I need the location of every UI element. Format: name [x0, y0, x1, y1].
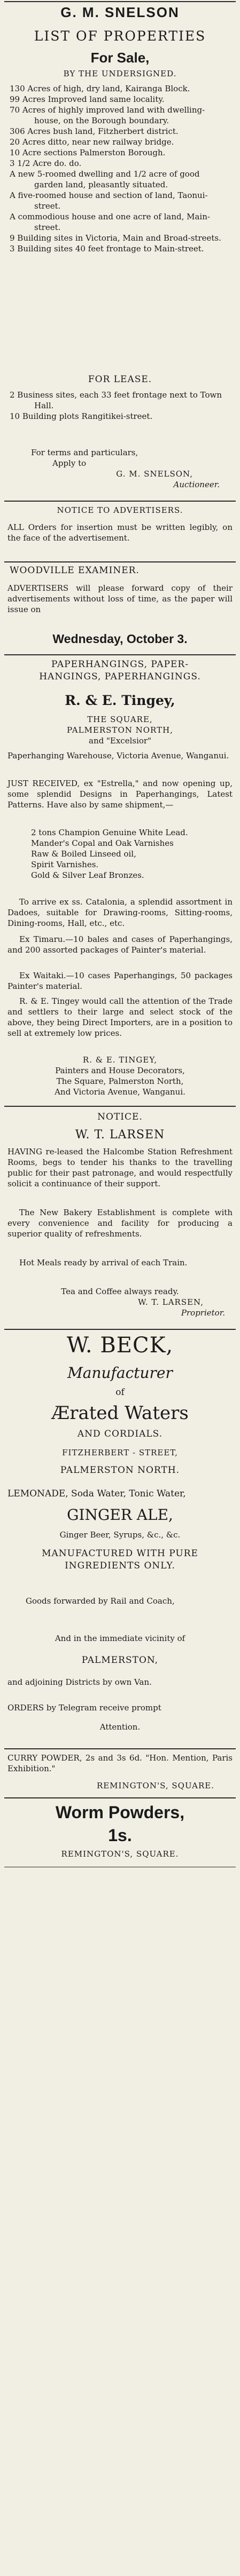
worm-title: Worm Powders,: [55, 1803, 185, 1822]
property-item: 3 Building sites 40 feet frontage to Main-street.: [10, 244, 204, 253]
notice-advertisers-heading: NOTICE TO ADVERTISERS.: [57, 505, 183, 515]
larsen-hot-meals: Hot Meals ready by arrival of each Train.: [19, 1258, 188, 1267]
stock-item: Raw & Boiled Linseed oil,: [31, 849, 136, 859]
tingey-just-received: JUST RECEIVED, ex "Estrella," and now opening up, some splendid Designs in Paperhangings, Latest Patterns. Have also by same shipment,—: [7, 779, 233, 810]
beck-adjoining: and adjoining Districts by own Van.: [7, 1677, 152, 1687]
tingey-town: PALMERSTON NORTH,: [67, 725, 173, 735]
property-item: 9 Building sites in Victoria, Main and Broad-streets.: [10, 233, 221, 243]
beck-ginger-ale: GINGER ALE,: [67, 1506, 173, 1524]
stock-item: Gold & Silver Leaf Bronzes.: [31, 870, 144, 880]
property-item: 3 1/2 Acre do. do.: [10, 158, 82, 168]
terms-line: For terms and particulars,: [31, 448, 138, 457]
paperhangings-heading-1: PAPERHANGINGS, PAPER-: [51, 659, 189, 670]
tingey-sign-firm: R. & E. TINGEY,: [82, 1055, 158, 1065]
beck-aerated-waters: Ærated Waters: [51, 1402, 189, 1424]
larsen-bakery: The New Bakery Establishment is complete with every convenience and facility for producing a superior quality of refreshments.: [7, 1208, 233, 1239]
auctioneer-line: Auctioneer.: [173, 480, 220, 489]
larsen-proprietor: Proprietor.: [181, 1308, 225, 1318]
for-sale-heading: For Sale,: [90, 50, 150, 66]
for-lease-heading: FOR LEASE.: [88, 374, 152, 385]
lease-item: 2 Business sites, each 33 feet frontage next to Town Hall.: [10, 390, 222, 410]
larsen-tea: Tea and Coffee always ready.: [61, 1287, 179, 1296]
larsen-sign: W. T. LARSEN,: [138, 1297, 204, 1307]
beck-of: of: [115, 1387, 125, 1398]
worm-sign: REMINGTON'S, SQUARE.: [61, 1849, 179, 1859]
worm-price: 1s.: [108, 1826, 132, 1845]
snelson-name: G. M. SNELSON: [60, 4, 180, 20]
tingey-timaru: Ex Timaru.—10 bales and cases of Paperhangings, and 200 assorted packages of Painter's material.: [7, 934, 233, 955]
property-item: 99 Acres Improved land same locality.: [10, 94, 165, 104]
property-item: 306 Acres bush land, Fitzherbert district.: [10, 126, 179, 136]
beck-cordials: AND CORDIALS.: [77, 1429, 163, 1439]
beck-name: W. BECK,: [66, 1333, 174, 1358]
tingey-waitaki: Ex Waitaki.—10 cases Paperhangings, 50 packages Painter's material.: [7, 971, 233, 991]
notice-advertisers-body: ALL Orders for insertion must be written legibly, on the face of the advertisement.: [7, 522, 233, 543]
tingey-call-attention: R. & E. Tingey would call the attention of the Trade and settlers to their large and select stock of the above, they being Direct Importers, are in a position to sell at extremely low prices.: [7, 996, 233, 1038]
property-item: 20 Acres ditto, near new railway bridge.: [10, 137, 174, 147]
tingey-square: THE SQUARE,: [87, 715, 153, 724]
beck-orders: ORDERS by Telegram receive prompt: [7, 1703, 161, 1713]
property-item: 130 Acres of high, dry land, Kairanga Block.: [10, 84, 190, 93]
beck-products: LEMONADE, Soda Water, Tonic Water,: [7, 1488, 186, 1499]
stock-item: Spirit Varnishes.: [31, 860, 99, 869]
beck-pure-1: MANUFACTURED WITH PURE: [42, 1548, 198, 1559]
paperhangings-heading-2: HANGINGS, PAPERHANGINGS.: [39, 671, 201, 682]
woodville-heading: WOODVILLE EXAMINER.: [10, 565, 140, 576]
tingey-sign-addr-1: The Square, Palmerston North,: [56, 1076, 184, 1086]
beck-street: FITZHERBERT - STREET,: [62, 1448, 178, 1457]
apply-name: G. M. SNELSON,: [116, 469, 193, 479]
tingey-excelsior: and "Excelsior": [89, 736, 151, 746]
larsen-body: HAVING re-leased the Halcombe Station Refreshment Rooms, begs to tender his thanks to the travelling public for their past patronage, and would respectfully solicit a continuance of their support.: [7, 1147, 233, 1188]
property-item: 70 Acres of highly improved land with dwelling-house, on the Borough boundary.: [10, 105, 205, 125]
woodville-body: ADVERTISERS will please forward copy of their advertisements without loss of time, as the paper will issue on: [7, 583, 233, 614]
larsen-name: W. T. LARSEN: [75, 1128, 165, 1142]
property-item: A new 5-roomed dwelling and 1/2 acre of good garden land, pleasantly situated.: [10, 169, 200, 189]
beck-vicinity: And in the immediate vicinity of: [55, 1634, 185, 1643]
tingey-sign-role: Painters and House Decorators,: [55, 1066, 185, 1075]
stock-item: 2 tons Champion Genuine White Lead.: [31, 828, 188, 837]
apply-line: Apply to: [52, 458, 87, 468]
property-item: 10 Acre sections Palmerston Borough.: [10, 148, 166, 157]
curry-body: CURRY POWDER, 2s and 3s 6d. "Hon. Mention, Paris Exhibition.": [7, 1753, 233, 1773]
tingey-arrive: To arrive ex ss. Catalonia, a splendid assortment in Dadoes, suitable for Drawing-rooms, Sitting-rooms, Dining-rooms, Hall, etc., etc.: [7, 897, 233, 928]
property-item: A commodious house and one acre of land, Main-street.: [10, 212, 210, 232]
tingey-sign-addr-2: And Victoria Avenue, Wanganui.: [55, 1087, 185, 1097]
property-item: A five-roomed house and section of land, Taonui-street.: [10, 191, 208, 211]
woodville-date: Wednesday, October 3.: [52, 632, 188, 646]
beck-palmerston: PALMERSTON,: [81, 1655, 159, 1666]
beck-goods: Goods forwarded by Rail and Coach,: [26, 1596, 175, 1606]
tingey-firm-name: R. & E. Tingey,: [65, 693, 175, 708]
tingey-warehouse: Paperhanging Warehouse, Victoria Avenue, Wanganui.: [7, 751, 229, 760]
curry-sign: REMINGTON'S, SQUARE.: [96, 1781, 214, 1790]
beck-town: PALMERSTON NORTH.: [60, 1465, 180, 1476]
beck-pure-2: INGREDIENTS ONLY.: [65, 1560, 175, 1571]
stock-item: Mander's Copal and Oak Varnishes: [31, 838, 174, 848]
list-of-properties-heading: LIST OF PROPERTIES: [34, 28, 206, 44]
beck-attention: Attention.: [99, 1722, 141, 1732]
beck-ginger-beer: Ginger Beer, Syrups, &c., &c.: [59, 1530, 181, 1540]
by-undersigned: BY THE UNDERSIGNED.: [63, 69, 177, 78]
lease-item: 10 Building plots Rangitikei-street.: [10, 411, 153, 421]
larsen-notice: NOTICE.: [97, 1112, 143, 1122]
beck-manufacturer: Manufacturer: [67, 1364, 173, 1382]
